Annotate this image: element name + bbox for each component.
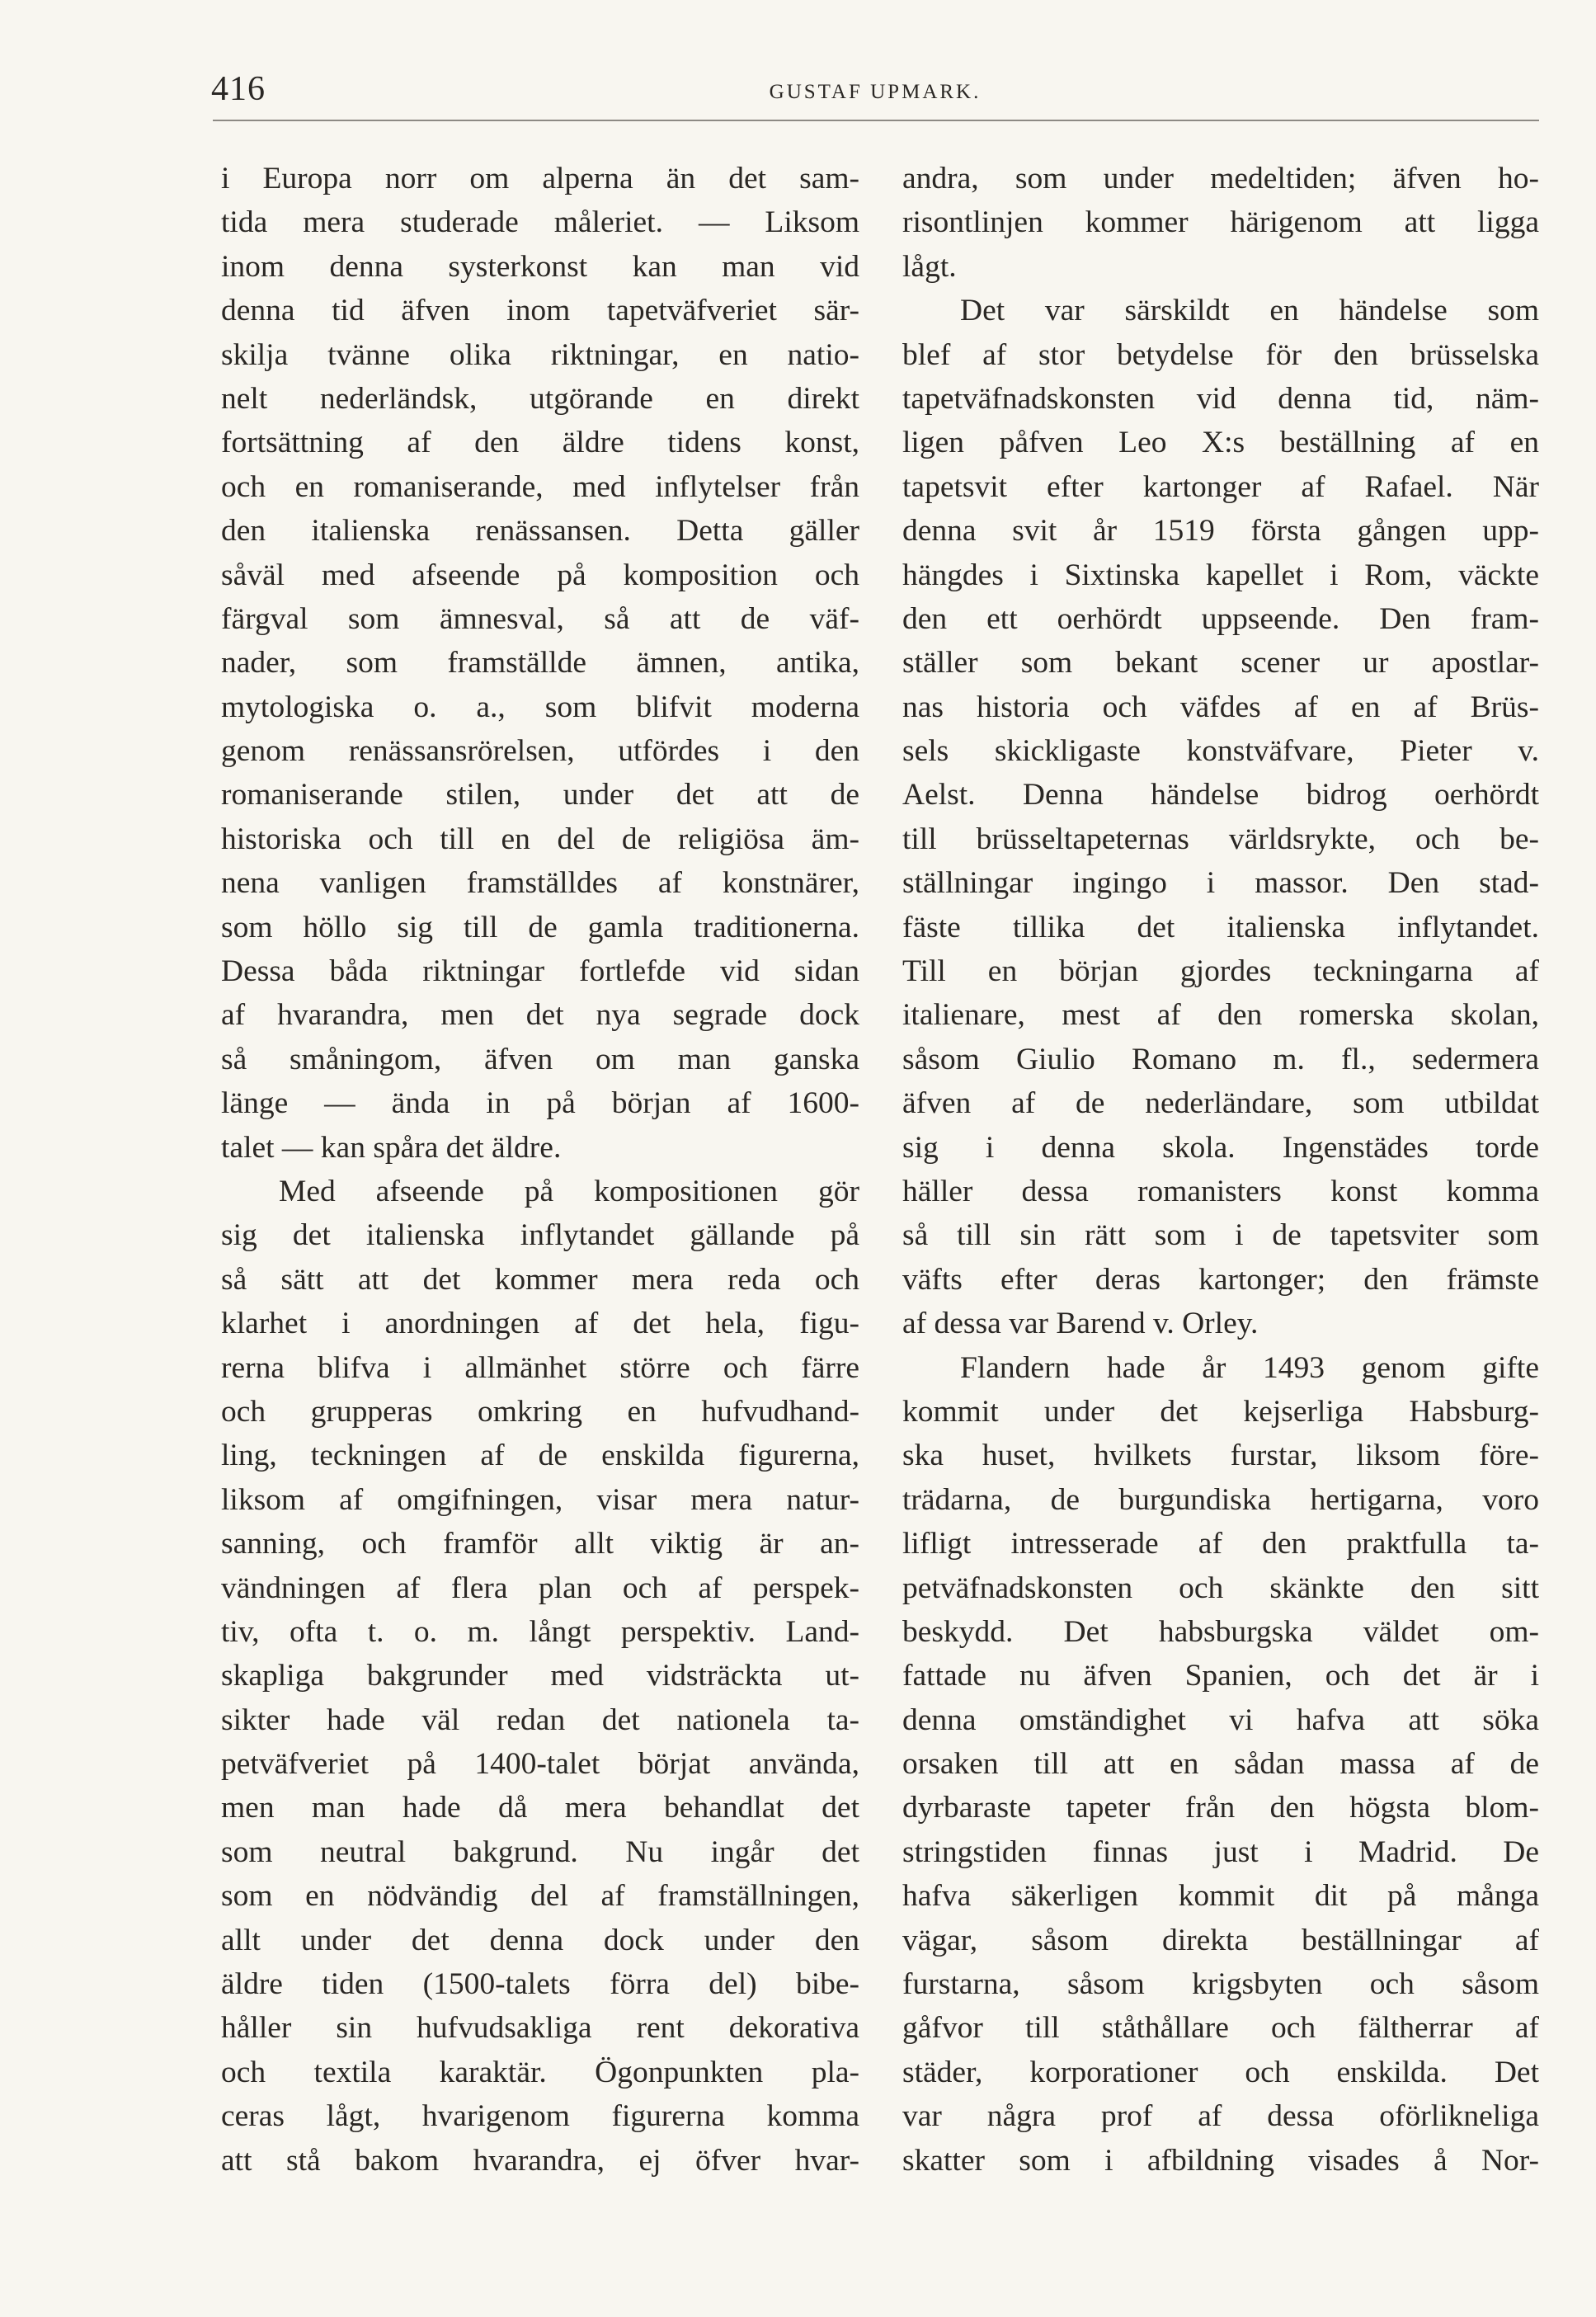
- text-line: skilja tvänne olika riktningar, en natio-: [221, 337, 859, 372]
- text-line: sels skickligaste konstväfvare, Pieter v.: [902, 734, 1539, 769]
- text-line: klarhet i anordningen af det hela, figu-: [221, 1307, 859, 1341]
- header-rule: [213, 120, 1539, 121]
- text-line: genom renässansrörelsen, utfördes i den: [221, 734, 859, 769]
- left-text-column: [221, 157, 859, 2183]
- text-line: italienare, mest af den romerska skolan,: [902, 998, 1539, 1033]
- text-line: nader, som framställde ämnen, antika,: [221, 646, 859, 681]
- text-line: så till sin rätt som i de tapetsviter som: [902, 1218, 1539, 1253]
- text-line: så sätt att det kommer mera reda och: [221, 1262, 859, 1297]
- text-line: ska huset, hvilkets furstar, liksom före-: [902, 1439, 1539, 1473]
- text-line: stringstiden finnas just i Madrid. De: [902, 1834, 1539, 1869]
- text-line: beskydd. Det habsburgska väldet om-: [902, 1614, 1539, 1649]
- text-line: risontlinjen kommer härigenom att ligga: [902, 205, 1539, 240]
- running-head: GUSTAF UPMARK.: [769, 81, 982, 103]
- text-line: af hvarandra, men det nya segrade dock: [221, 998, 859, 1033]
- text-line: städer, korporationer och enskilda. Det: [902, 2055, 1539, 2089]
- text-line: nelt nederländsk, utgörande en direkt: [221, 381, 859, 416]
- text-line: men man hade då mera behandlat det: [221, 1791, 859, 1825]
- text-line: den ett oerhördt uppseende. Den fram-: [902, 601, 1539, 636]
- text-line: skatter som i afbildning visades å Nor-: [902, 2143, 1539, 2178]
- text-line: sig i denna skola. Ingenstädes torde: [902, 1130, 1539, 1165]
- text-line: fäste tillika det italienska inflytandet.: [902, 910, 1539, 944]
- text-line: liksom af omgifningen, visar mera natur-: [221, 1482, 859, 1517]
- text-line: nena vanligen framställdes af konstnärer,: [221, 866, 859, 901]
- text-line: som neutral bakgrund. Nu ingår det: [221, 1834, 859, 1869]
- text-line: till brüsseltapeternas världsrykte, och be-: [902, 822, 1539, 856]
- text-line: vändningen af flera plan och af perspek-: [221, 1571, 859, 1605]
- text-line: Med afseende på kompositionen gör: [279, 1174, 859, 1208]
- text-line: af dessa var Barend v. Orley.: [902, 1307, 1259, 1341]
- text-line: skapliga bakgrunder med vidsträckta ut-: [221, 1659, 859, 1693]
- text-line: denna omständighet vi hafva att söka: [902, 1702, 1539, 1737]
- text-line: tida mera studerade måleriet. — Liksom: [221, 205, 859, 240]
- text-line: nas historia och väfdes af en af Brüs-: [902, 690, 1539, 724]
- text-line: den italienska renässansen. Detta gäller: [221, 514, 859, 549]
- page-number: 416: [211, 70, 266, 108]
- text-line: allt under det denna dock under den: [221, 1923, 859, 1957]
- page-header: [211, 64, 1539, 114]
- text-line: lifligt intresserade af den praktfulla ta-: [902, 1527, 1539, 1561]
- text-line: ling, teckningen af de enskilda figurerna,: [221, 1439, 859, 1473]
- text-line: hängdes i Sixtinska kapellet i Rom, väckte: [902, 558, 1539, 592]
- text-line: fortsättning af den äldre tidens konst,: [221, 426, 859, 460]
- text-line: kommit under det kejserliga Habsburg-: [902, 1394, 1539, 1429]
- text-line: såsom Giulio Romano m. fl., sedermera: [902, 1042, 1539, 1076]
- text-line: andra, som under medeltiden; äfven ho-: [902, 162, 1539, 195]
- text-line: ligen påfven Leo X:s beställning af en: [902, 426, 1539, 460]
- text-line: som en nödvändig del af framställningen,: [221, 1879, 859, 1914]
- text-line: mytologiska o. a., som blifvit moderna: [221, 690, 859, 724]
- text-line: tapetväfnadskonsten vid denna tid, näm-: [902, 381, 1539, 416]
- text-line: som höllo sig till de gamla traditionerna.: [221, 910, 859, 944]
- text-line: äfven af de nederländare, som utbildat: [902, 1086, 1539, 1121]
- text-line: Flandern hade år 1493 genom gifte: [960, 1350, 1539, 1385]
- text-line: i Europa norr om alperna än det sam-: [221, 162, 859, 195]
- text-line: petväfnadskonsten och skänkte den sitt: [902, 1571, 1539, 1605]
- text-line: ställer som bekant scener ur apostlar-: [902, 646, 1539, 681]
- text-line: så småningom, äfven om man ganska: [221, 1042, 859, 1076]
- text-line: sig det italienska inflytandet gällande på: [221, 1218, 859, 1253]
- text-line: ceras lågt, hvarigenom figurerna komma: [221, 2099, 859, 2134]
- text-line: historiska och till en del de religiösa äm-: [221, 822, 859, 856]
- text-line: länge — ända in på början af 1600-: [221, 1086, 859, 1121]
- text-line: dyrbaraste tapeter från den högsta blom-: [902, 1791, 1539, 1825]
- text-line: äldre tiden (1500-talets förra del) bibe-: [221, 1967, 859, 2002]
- text-line: Det var särskildt en händelse som: [960, 294, 1539, 328]
- text-line: väfts efter deras kartonger; den främste: [902, 1262, 1539, 1297]
- text-line: denna svit år 1519 första gången upp-: [902, 514, 1539, 549]
- text-line: lågt.: [902, 249, 957, 284]
- right-text-column: [902, 157, 1539, 2183]
- text-line: sikter hade väl redan det nationela ta-: [221, 1702, 859, 1737]
- text-line: Aelst. Denna händelse bidrog oerhördt: [902, 778, 1539, 812]
- text-line: furstarna, såsom krigsbyten och såsom: [902, 1967, 1539, 2002]
- text-line: håller sin hufvudsakliga rent dekorativa: [221, 2011, 859, 2046]
- text-line: sanning, och framför allt viktig är an-: [221, 1527, 859, 1561]
- text-line: blef af stor betydelse för den brüsselska: [902, 337, 1539, 372]
- text-line: fattade nu äfven Spanien, och det är i: [902, 1659, 1539, 1693]
- text-line: hafva säkerligen kommit dit på många: [902, 1879, 1539, 1914]
- text-line: ställningar ingingo i massor. Den stad-: [902, 866, 1539, 901]
- text-line: inom denna systerkonst kan man vid: [221, 249, 859, 284]
- text-line: denna tid äfven inom tapetväfveriet sär-: [221, 294, 859, 328]
- text-line: orsaken till att en sådan massa af de: [902, 1747, 1539, 1782]
- text-line: häller dessa romanisters konst komma: [902, 1174, 1539, 1208]
- text-line: vägar, såsom direkta beställningar af: [902, 1923, 1539, 1957]
- text-line: färgval som ämnesval, så att de väf-: [221, 601, 859, 636]
- text-line: trädarna, de burgundiska hertigarna, voro: [902, 1482, 1539, 1517]
- text-line: tiv, ofta t. o. m. långt perspektiv. Land-: [221, 1614, 859, 1649]
- text-line: romaniserande stilen, under det att de: [221, 778, 859, 812]
- text-line: gåfvor till ståthållare och fältherrar af: [902, 2011, 1539, 2046]
- text-line: att stå bakom hvarandra, ej öfver hvar-: [221, 2143, 859, 2178]
- text-line: och grupperas omkring en hufvudhand-: [221, 1394, 859, 1429]
- text-line: Till en början gjordes teckningarna af: [902, 954, 1539, 989]
- text-line: talet — kan spåra det äldre.: [221, 1130, 562, 1165]
- text-line: såväl med afseende på komposition och: [221, 558, 859, 592]
- text-line: och en romaniserande, med inflytelser från: [221, 469, 859, 504]
- text-line: tapetsvit efter kartonger af Rafael. När: [902, 469, 1539, 504]
- text-line: var några prof af dessa oförlikneliga: [902, 2099, 1539, 2134]
- text-line: Dessa båda riktningar fortlefde vid sidan: [221, 954, 859, 989]
- text-line: rerna blifva i allmänhet större och färre: [221, 1350, 859, 1385]
- text-line: och textila karaktär. Ögonpunkten pla-: [221, 2055, 859, 2089]
- text-line: petväfveriet på 1400-talet börjat använda,: [221, 1747, 859, 1782]
